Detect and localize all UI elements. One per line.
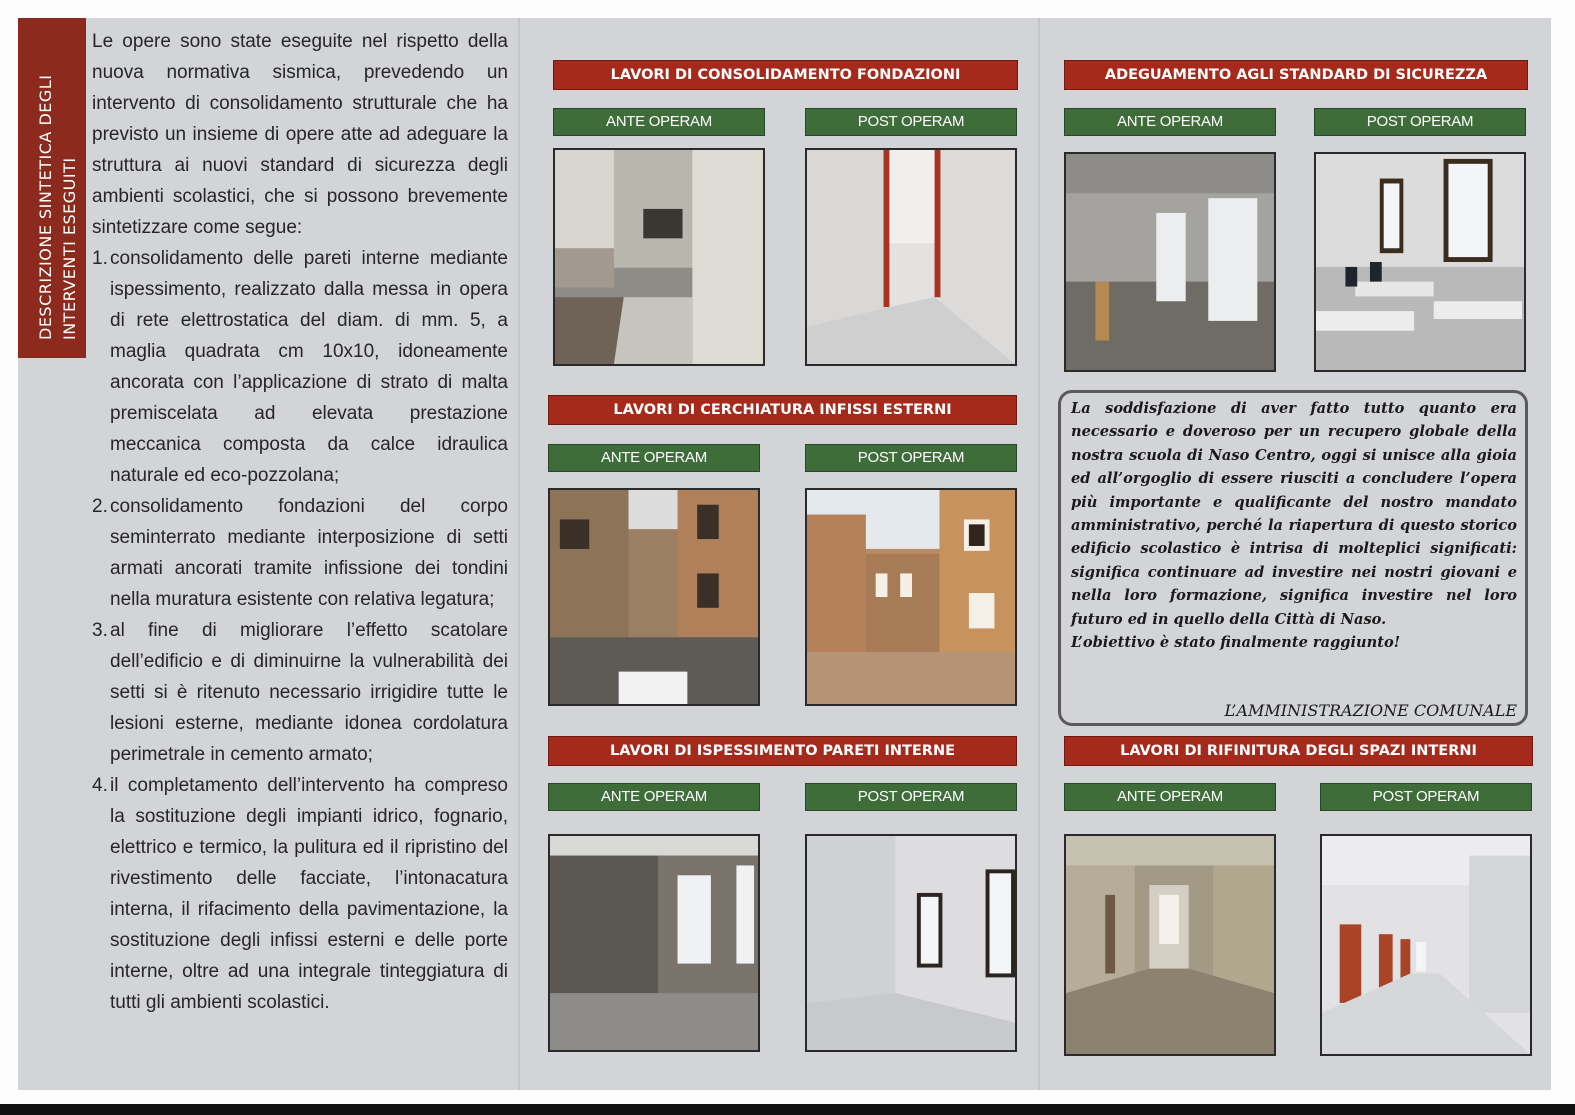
section-title-rifinitura: LAVORI DI RIFINITURA DEGLI SPAZI INTERNI bbox=[1064, 736, 1533, 766]
intervention-list bbox=[92, 243, 508, 1018]
fold-line bbox=[1038, 18, 1040, 1090]
fold-line bbox=[518, 18, 520, 1090]
photo-sicurezza-ante bbox=[1064, 152, 1276, 372]
intro-paragraph: Le opere sono state eseguite nel rispetto della nuova normativa sismica, prevedendo un intervento di consolidamento strutturale che ha previsto un insieme di opere atte ad adeguare la struttura ai nuovi standard di sicurezza degli ambienti scolastici, che si possono brevemente sintetizzare come segue: bbox=[92, 31, 508, 238]
quote-text: La soddisfazione di aver fatto tutto quanto era necessario e doveroso per un recupero globale della nostra scuola di Naso Centro, oggi si unisce alla gioia ed all’orgoglio di essere riusciti a concludere l’opera più importante e qualificante del nostro mandato amministrativo, perché la riapertura di questo storico edificio scolastico è intrisa di molteplici significati: significa continuare ad investire nei nostri giovani e nella loro formazione, significa investire nel loro futuro ed in quello della Città di Naso. bbox=[1071, 400, 1517, 628]
list-item: 2. consolidamento fondazioni del corpo seminterrato mediante interposizione di setti armati ancorati tramite infissione dei tondini nella muratura esistente con relativa legatura; bbox=[92, 496, 508, 610]
quote-goal: L’obiettivo è stato finalmente raggiunto! bbox=[1071, 634, 1401, 652]
post-operam-label: POST OPERAM bbox=[805, 108, 1017, 136]
photo-ispessimento-post bbox=[805, 834, 1017, 1052]
sidebar-title-line1: DESCRIZIONE SINTETICA DEGLI bbox=[36, 74, 55, 340]
sidebar-title bbox=[34, 20, 82, 340]
ante-operam-label: ANTE OPERAM bbox=[548, 444, 760, 472]
quote-box bbox=[1058, 390, 1528, 726]
list-item: 4. il completamento dell’intervento ha compreso la sostituzione degli impianti idrico, fognario, elettrico e termico, la pulitura ed il ripristino del rivestimento delle facciate, l’intonacatura interna, il rifacimento della pavimentazione, la sostituzione degli infissi esterni e delle porte interne, oltre ad una integrale tinteggiatura di tutti gli ambienti scolastici. bbox=[92, 775, 508, 1013]
section-title-fondazioni: LAVORI DI CONSOLIDAMENTO FONDAZIONI bbox=[553, 60, 1018, 90]
ante-operam-label: ANTE OPERAM bbox=[548, 783, 760, 811]
photo-ispessimento-ante bbox=[548, 834, 760, 1052]
post-operam-label: POST OPERAM bbox=[805, 783, 1017, 811]
photo-sicurezza-post bbox=[1314, 152, 1526, 372]
list-item: 3. al fine di migliorare l’effetto scatolare dell’edificio e di diminuirne la vulnerabilità dei setti si è ritenuto necessario irrigidire tutte le lesioni esterne, mediante idonea cordolatura perimetrale in cemento armato; bbox=[92, 620, 508, 765]
photo-cerchiatura-ante bbox=[548, 488, 760, 706]
quote-signature: L’AMMINISTRAZIONE COMUNALE bbox=[1224, 701, 1517, 720]
intro-text bbox=[92, 26, 508, 1018]
photo-rifinitura-post bbox=[1320, 834, 1532, 1056]
photo-cerchiatura-post bbox=[805, 488, 1017, 706]
ante-operam-label: ANTE OPERAM bbox=[1064, 108, 1276, 136]
ante-operam-label: ANTE OPERAM bbox=[553, 108, 765, 136]
section-title-cerchiatura: LAVORI DI CERCHIATURA INFISSI ESTERNI bbox=[548, 395, 1017, 425]
sidebar-title-line2: INTERVENTI ESEGUITI bbox=[60, 157, 79, 340]
section-title-ispessimento: LAVORI DI ISPESSIMENTO PARETI INTERNE bbox=[548, 736, 1017, 766]
ante-operam-label: ANTE OPERAM bbox=[1064, 783, 1276, 811]
post-operam-label: POST OPERAM bbox=[805, 444, 1017, 472]
post-operam-label: POST OPERAM bbox=[1314, 108, 1526, 136]
bottom-edge bbox=[0, 1104, 1575, 1115]
photo-rifinitura-ante bbox=[1064, 834, 1276, 1056]
photo-fondazioni-post bbox=[805, 148, 1017, 366]
section-title-sicurezza: ADEGUAMENTO AGLI STANDARD DI SICUREZZA bbox=[1064, 60, 1528, 90]
photo-fondazioni-ante bbox=[553, 148, 765, 366]
post-operam-label: POST OPERAM bbox=[1320, 783, 1532, 811]
list-item: 1. consolidamento delle pareti interne mediante ispessimento, realizzato dalla messa in opera di rete elettrostatica del diam. di mm. 5, a maglia quadrata cm 10x10, idoneamente ancorata con l’applicazione di strato di malta premiscelata ad elevata prestazione meccanica composta da calce idraulica naturale ed eco-pozzolana; bbox=[92, 248, 508, 486]
